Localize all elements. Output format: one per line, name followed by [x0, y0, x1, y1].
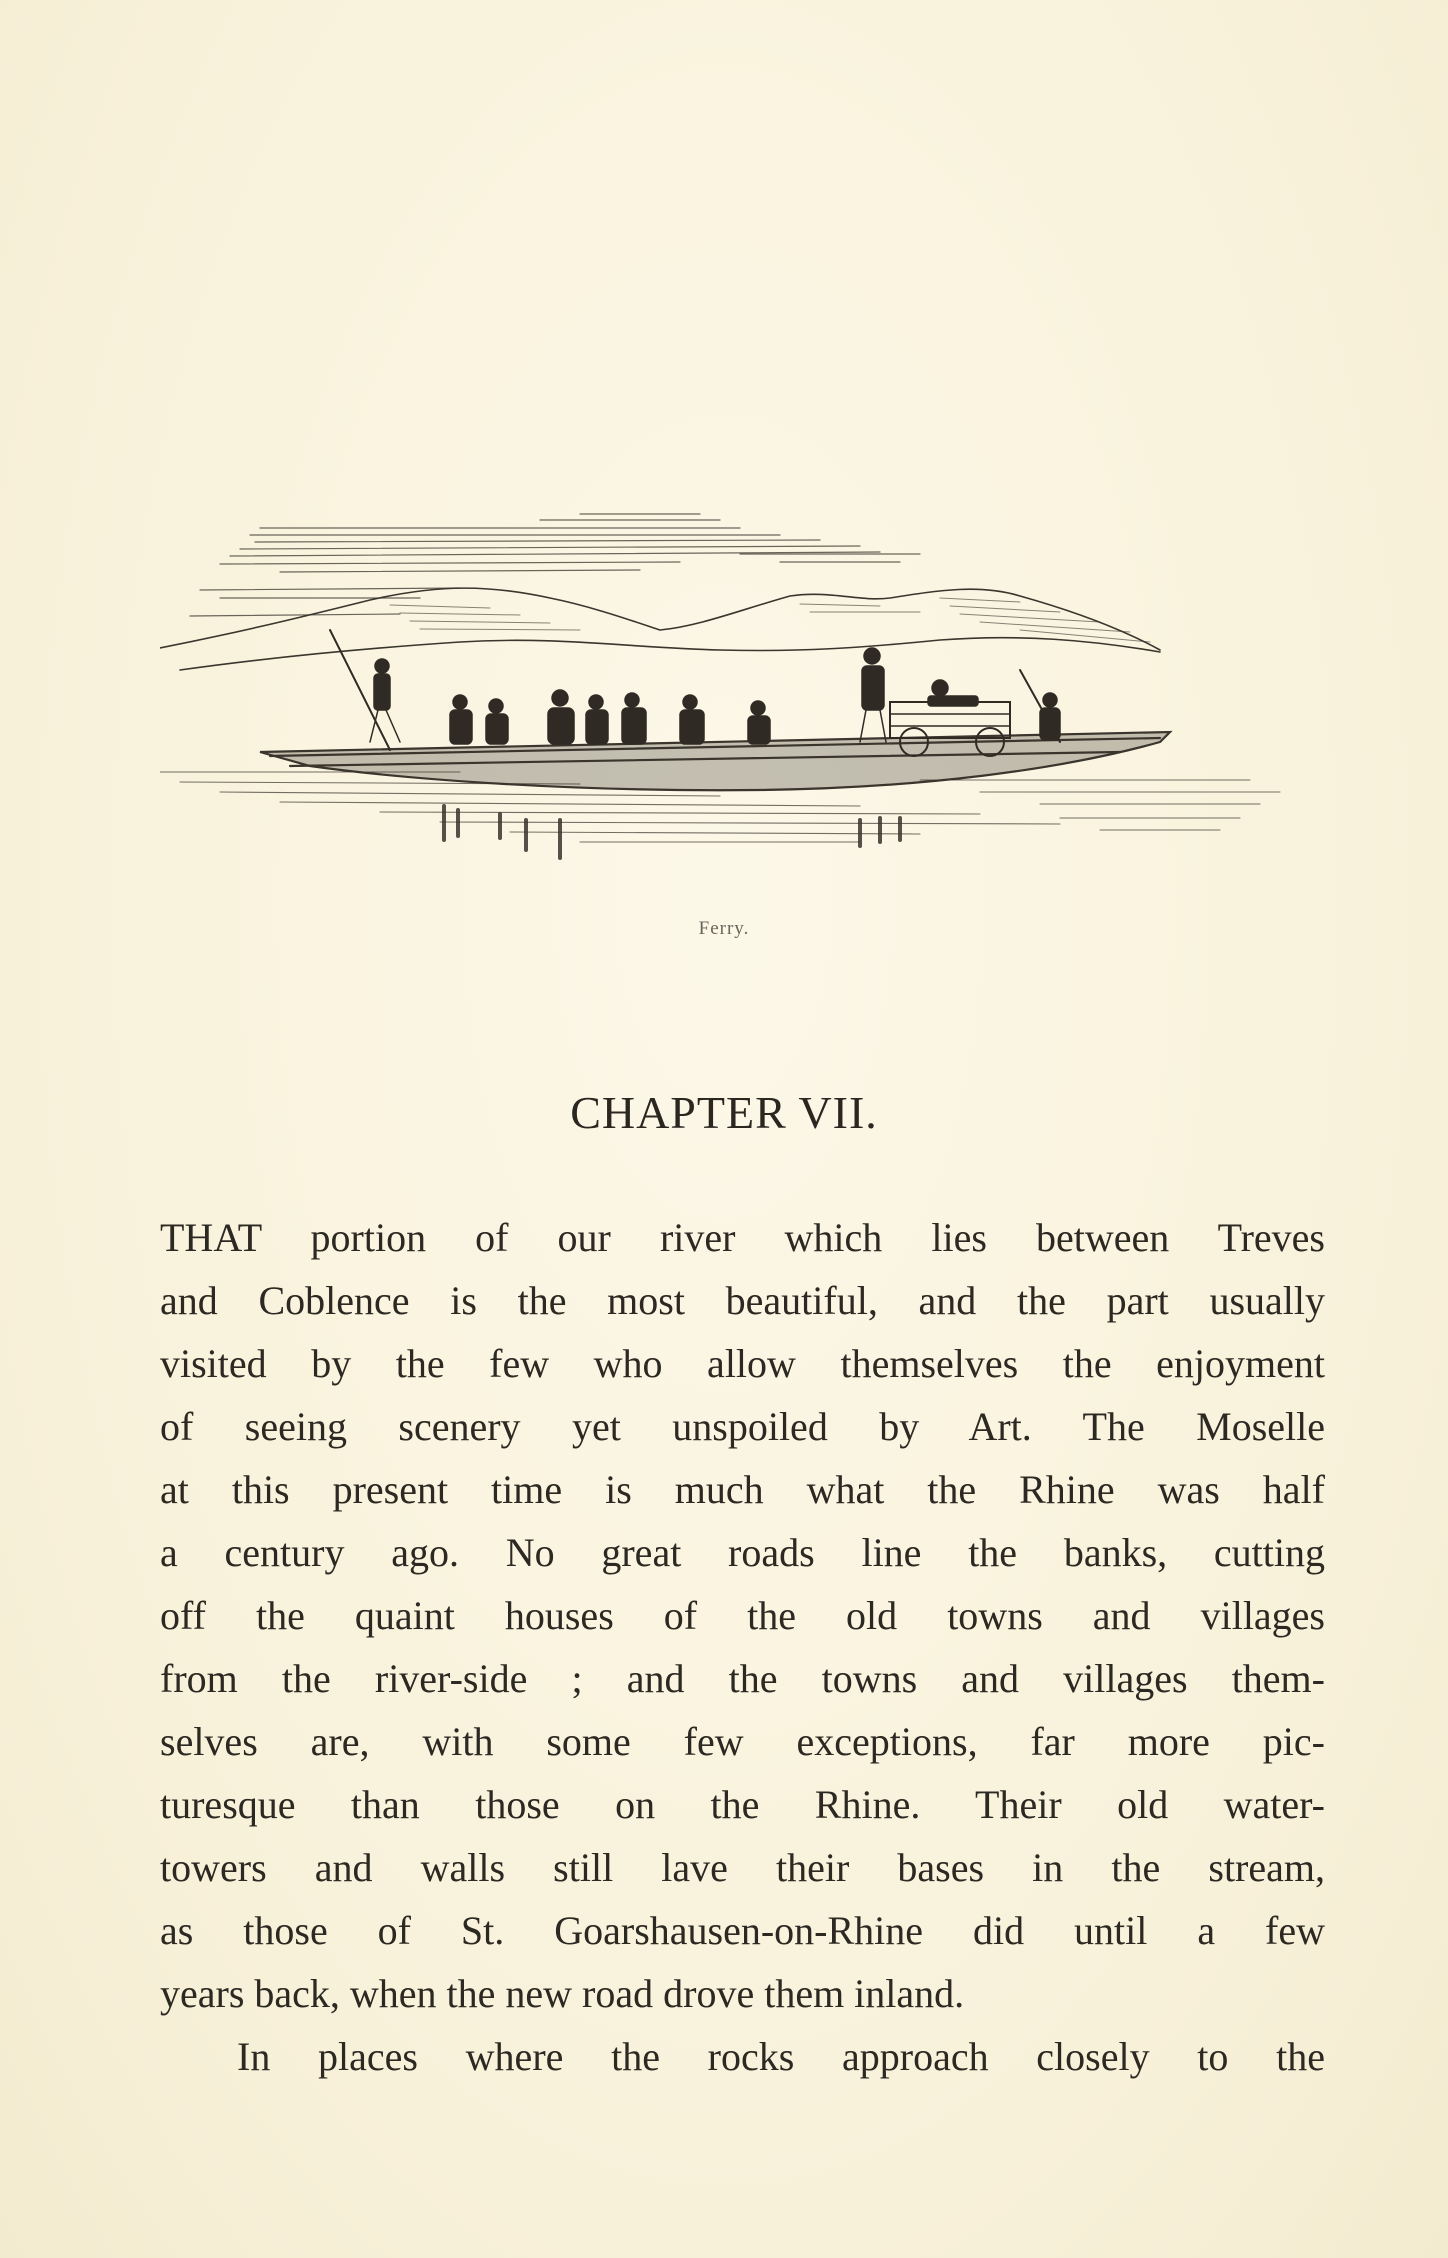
illustration-caption: Ferry.: [698, 918, 750, 939]
text-line: turesque than those on the Rhine. Their old water-: [160, 1782, 1325, 1827]
text-line: a century ago. No great roads line the banks, cutting: [160, 1530, 1325, 1575]
text-line: and Coblence is the most beautiful, and the part usually: [160, 1278, 1325, 1323]
chapter-heading: CHAPTER VII.: [570, 1087, 878, 1138]
text-line: as those of St. Goarshausen-on-Rhine did until a few: [160, 1908, 1325, 1953]
mountain-shading: [390, 598, 1150, 642]
text-line: selves are, with some few exceptions, far more pic-: [160, 1719, 1325, 1764]
ferry-boat: [260, 732, 1170, 790]
text-line: In places where the rocks approach closely to the: [237, 2034, 1325, 2079]
mountain-range: [160, 588, 1160, 670]
text-line: from the river-side ; and the towns and villages them-: [160, 1656, 1325, 1701]
text-line: of seeing scenery yet unspoiled by Art. The Moselle: [160, 1404, 1325, 1449]
ferry-engraving: [160, 480, 1300, 890]
sky-hatching: [190, 514, 920, 616]
text-line: towers and walls still lave their bases in the stream,: [160, 1845, 1325, 1890]
text-line: at this present time is much what the Rhine was half: [160, 1467, 1325, 1512]
body-text: [160, 1206, 1325, 2088]
text-line: off the quaint houses of the old towns and villages: [160, 1593, 1325, 1638]
text-line: years back, when the new road drove them inland.: [160, 1971, 965, 2016]
text-line: THAT portion of our river which lies between Treves: [160, 1215, 1325, 1260]
text-line: visited by the few who allow themselves the enjoyment: [160, 1341, 1325, 1386]
